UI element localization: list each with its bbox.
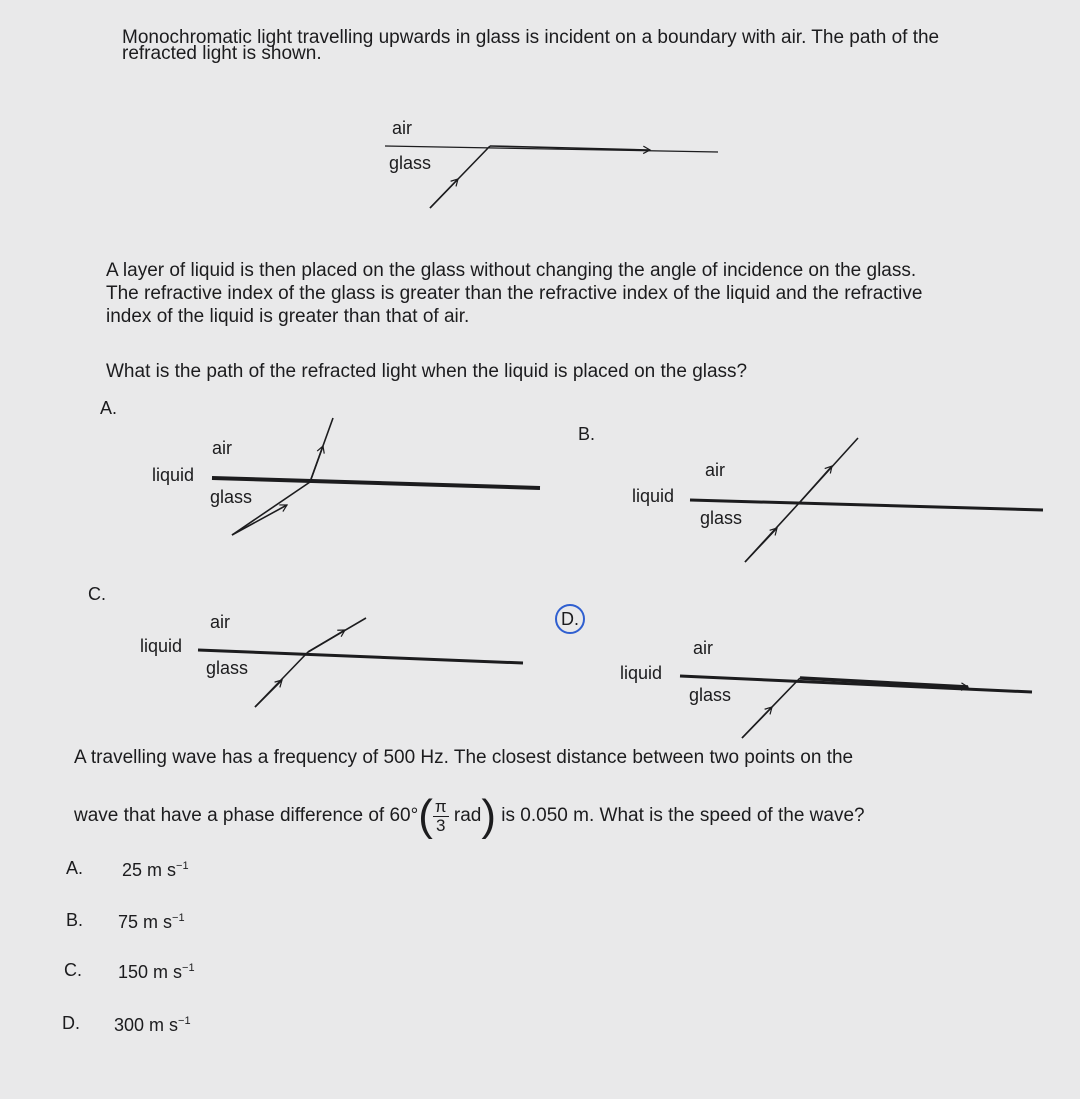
option-c-figure <box>198 618 523 707</box>
q1-question: What is the path of the refracted light when the liquid is placed on the glass? <box>106 361 748 382</box>
q2-option-c-letter[interactable]: C. <box>64 960 82 980</box>
option-d-letter-circled[interactable]: D. <box>555 604 585 634</box>
option-b-liquid: liquid <box>632 486 675 506</box>
option-a-liquid: liquid <box>152 465 195 485</box>
option-d-liquid: liquid <box>620 663 663 683</box>
pi-over-3-fraction <box>433 798 449 835</box>
option-b-boundary <box>690 500 1043 510</box>
option-c-liquid: liquid <box>140 636 183 656</box>
option-b-letter[interactable]: B. <box>578 424 596 444</box>
q2-option-c-text: 150 m s <box>118 962 183 982</box>
option-b-air: air <box>705 460 726 480</box>
option-a-figure <box>212 418 540 535</box>
q2-option-a-letter[interactable]: A. <box>66 858 84 878</box>
option-b-incident-arrow <box>745 528 777 562</box>
option-d-figure <box>680 676 1032 738</box>
q2-option-b-exp: −1 <box>172 912 185 924</box>
q2-line2-start: wave that have a phase difference of <box>74 805 385 827</box>
q2-degrees: 60° <box>389 805 419 827</box>
q2-option-a-text: 25 m s <box>122 860 177 880</box>
q1-intro-line2: refracted light is shown. <box>122 43 322 64</box>
q2-option-b-letter[interactable]: B. <box>66 910 84 930</box>
top-figure <box>385 146 718 208</box>
q2-option-d-text: 300 m s <box>114 1015 179 1035</box>
q2-option-c-exp: −1 <box>182 962 195 974</box>
option-d-glass: glass <box>689 685 732 705</box>
q2-option-d-letter[interactable]: D. <box>62 1013 80 1033</box>
frac-numerator: π <box>434 796 447 816</box>
q2-option-b-value <box>118 912 185 933</box>
option-c-boundary <box>198 650 523 663</box>
q2-option-a-exp: −1 <box>176 860 189 872</box>
option-a-glass: glass <box>210 487 253 507</box>
option-d-incident-arrow <box>742 707 772 738</box>
option-a-incident-ray <box>232 482 310 535</box>
option-a-incident-arrow <box>232 505 287 535</box>
rad-unit: rad <box>453 805 482 827</box>
option-c-air: air <box>210 612 231 632</box>
q2-line2 <box>74 791 865 840</box>
frac-denominator: 3 <box>436 815 446 835</box>
option-a-boundary <box>212 478 540 488</box>
option-d-boundary <box>680 676 1032 692</box>
option-b-figure <box>690 438 1043 562</box>
q1-intro-line1: Monochromatic light travelling upwards in glass is incident on a boundary with air. The path of the <box>122 27 940 48</box>
q2-line1: A travelling wave has a frequency of 500 Hz. The closest distance between two points on the <box>74 747 854 768</box>
option-b-glass: glass <box>700 508 743 528</box>
q2-option-d-value <box>114 1015 191 1036</box>
top-incident-arrow <box>430 179 458 208</box>
q2-option-d-exp: −1 <box>178 1015 191 1027</box>
right-paren: ) <box>481 791 497 840</box>
option-c-incident-arrow <box>255 680 282 707</box>
option-a-air: air <box>212 438 233 458</box>
option-c-glass: glass <box>206 658 249 678</box>
q1-body-line3: index of the liquid is greater than that of air. <box>106 306 470 327</box>
fig-air-label: air <box>392 118 413 138</box>
q1-body-line2: The refractive index of the glass is greater than the refractive index of the liquid and the refractive <box>106 283 923 304</box>
q2-option-a-value <box>122 860 189 881</box>
fig-glass-label: glass <box>389 153 432 173</box>
q2-option-b-text: 75 m s <box>118 912 173 932</box>
option-b-refracted-arrow <box>800 466 832 502</box>
option-c-letter[interactable]: C. <box>88 584 106 604</box>
option-a-refracted-arrow <box>310 446 323 482</box>
q1-body-line1: A layer of liquid is then placed on the glass without changing the angle of incidence on the glass. <box>106 260 917 281</box>
option-c-refracted-arrow <box>308 630 345 652</box>
option-d-air: air <box>693 638 714 658</box>
left-paren: ( <box>418 791 433 840</box>
option-a-letter[interactable]: A. <box>100 398 118 418</box>
q2-option-c-value <box>118 962 195 983</box>
q2-line2-end: is 0.050 m. What is the speed of the wave? <box>501 805 865 827</box>
